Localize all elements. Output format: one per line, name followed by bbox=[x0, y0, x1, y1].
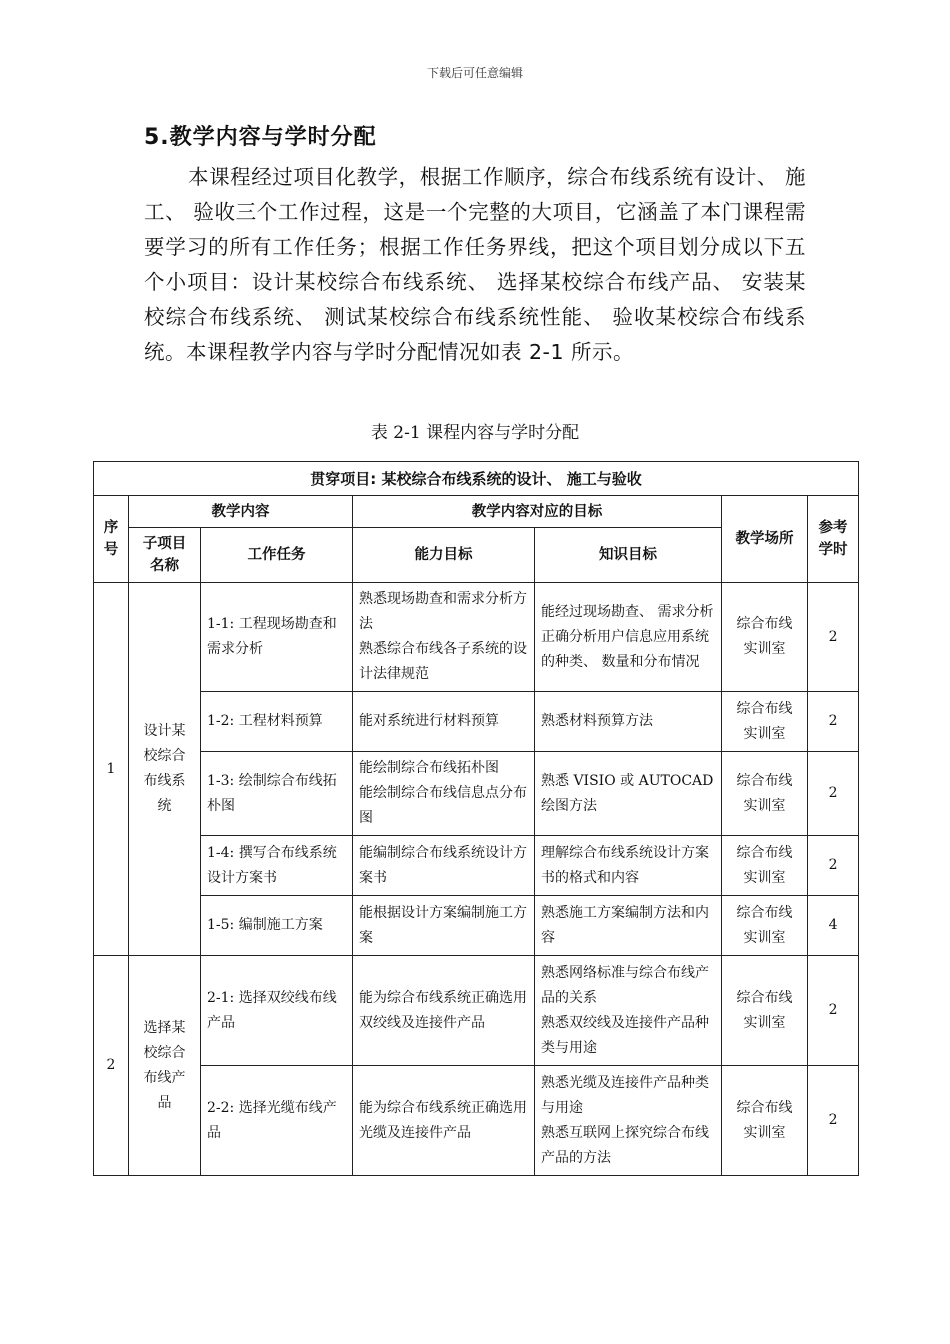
knowledge-cell: 熟悉网络标准与综合布线产品的关系 熟悉双绞线及连接件产品种类与用途 bbox=[535, 956, 722, 1066]
place-cell: 综合布线 实训室 bbox=[722, 692, 808, 752]
place-cell: 综合布线 实训室 bbox=[722, 752, 808, 836]
content-hours-table bbox=[93, 461, 859, 1176]
header-knowledge: 知识目标 bbox=[535, 528, 722, 583]
ability-cell: 能对系统进行材料预算 bbox=[353, 692, 535, 752]
knowledge-cell: 理解综合布线系统设计方案书的格式和内容 bbox=[535, 836, 722, 896]
knowledge-cell: 熟悉 VISIO 或 AUTOCAD 绘图方法 bbox=[535, 752, 722, 836]
ability-cell: 熟悉现场勘查和需求分析方法 熟悉综合布线各子系统的设计法律规范 bbox=[353, 583, 535, 692]
place-cell: 综合布线 实训室 bbox=[722, 583, 808, 692]
task-cell: 2-1: 选择双绞线布线产品 bbox=[201, 956, 353, 1066]
seq-cell: 2 bbox=[94, 956, 129, 1176]
table-row bbox=[94, 956, 859, 1066]
ability-cell: 能绘制综合布线拓朴图 能绘制综合布线信息点分布图 bbox=[353, 752, 535, 836]
place-cell: 综合布线 实训室 bbox=[722, 956, 808, 1066]
section-title: 5.教学内容与学时分配 bbox=[144, 125, 377, 150]
knowledge-cell: 能经过现场勘查、 需求分析正确分析用户信息应用系统的种类、 数量和分布情况 bbox=[535, 583, 722, 692]
subproject-cell: 设计某 校综合 布线系 统 bbox=[129, 583, 201, 956]
ability-cell: 能为综合布线系统正确选用光缆及连接件产品 bbox=[353, 1066, 535, 1176]
seq-cell: 1 bbox=[94, 583, 129, 956]
header-place: 教学场所 bbox=[722, 496, 808, 583]
ability-cell: 能编制综合布线系统设计方案书 bbox=[353, 836, 535, 896]
body-paragraph: 本课程经过项目化教学，根据工作顺序，综合布线系统有设计、 施工、 验收三个工作过程，这是一个完整的大项目，它涵盖了本门课程需要学习的所有工作任务；根据工作任务界线，把这个项目划分成以下五个小项目：设计某校综合布线系统、 选择某校综合布线产品、 安装某校综合布线系统、 测试某校综合布线系统性能、 验收某校综合布线系统。本课程教学内容与学时分配情况如表 2-1 所示。 bbox=[144, 165, 806, 364]
header-goals: 教学内容对应的目标 bbox=[353, 496, 722, 528]
hours-cell: 2 bbox=[808, 583, 859, 692]
knowledge-cell: 熟悉光缆及连接件产品种类与用途 熟悉互联网上探究综合布线产品的方法 bbox=[535, 1066, 722, 1176]
header-hours: 参考 学时 bbox=[808, 496, 859, 583]
hours-cell: 2 bbox=[808, 1066, 859, 1176]
task-cell: 2-2: 选择光缆布线产品 bbox=[201, 1066, 353, 1176]
header-seq: 序 号 bbox=[94, 496, 129, 583]
hours-cell: 4 bbox=[808, 896, 859, 956]
page-header-note: 下载后可任意编辑 bbox=[426, 66, 523, 80]
place-cell: 综合布线 实训室 bbox=[722, 1066, 808, 1176]
place-cell: 综合布线 实训室 bbox=[722, 836, 808, 896]
subproject-cell: 选择某 校综合 布线产 品 bbox=[129, 956, 201, 1176]
table-row bbox=[94, 752, 859, 836]
ability-cell: 能根据设计方案编制施工方案 bbox=[353, 896, 535, 956]
table-row bbox=[94, 1066, 859, 1176]
table-row bbox=[94, 836, 859, 896]
task-cell: 1-2: 工程材料预算 bbox=[201, 692, 353, 752]
task-cell: 1-5: 编制施工方案 bbox=[201, 896, 353, 956]
knowledge-cell: 熟悉施工方案编制方法和内容 bbox=[535, 896, 722, 956]
table-project-title: 贯穿项目: 某校综合布线系统的设计、 施工与验收 bbox=[94, 462, 859, 496]
table-row bbox=[94, 692, 859, 752]
hours-cell: 2 bbox=[808, 836, 859, 896]
table-row bbox=[94, 896, 859, 956]
table-row bbox=[94, 583, 859, 692]
hours-cell: 2 bbox=[808, 752, 859, 836]
task-cell: 1-1: 工程现场勘查和需求分析 bbox=[201, 583, 353, 692]
place-cell: 综合布线 实训室 bbox=[722, 896, 808, 956]
knowledge-cell: 熟悉材料预算方法 bbox=[535, 692, 722, 752]
hours-cell: 2 bbox=[808, 692, 859, 752]
ability-cell: 能为综合布线系统正确选用双绞线及连接件产品 bbox=[353, 956, 535, 1066]
table-caption: 表 2-1 课程内容与学时分配 bbox=[370, 423, 580, 443]
task-cell: 1-3: 绘制综合布线拓朴图 bbox=[201, 752, 353, 836]
hours-cell: 2 bbox=[808, 956, 859, 1066]
header-ability: 能力目标 bbox=[353, 528, 535, 583]
header-task: 工作任务 bbox=[201, 528, 353, 583]
header-teaching-content: 教学内容 bbox=[129, 496, 353, 528]
task-cell: 1-4: 撰写合布线系统设计方案书 bbox=[201, 836, 353, 896]
header-subproject: 子项目 名称 bbox=[129, 528, 201, 583]
